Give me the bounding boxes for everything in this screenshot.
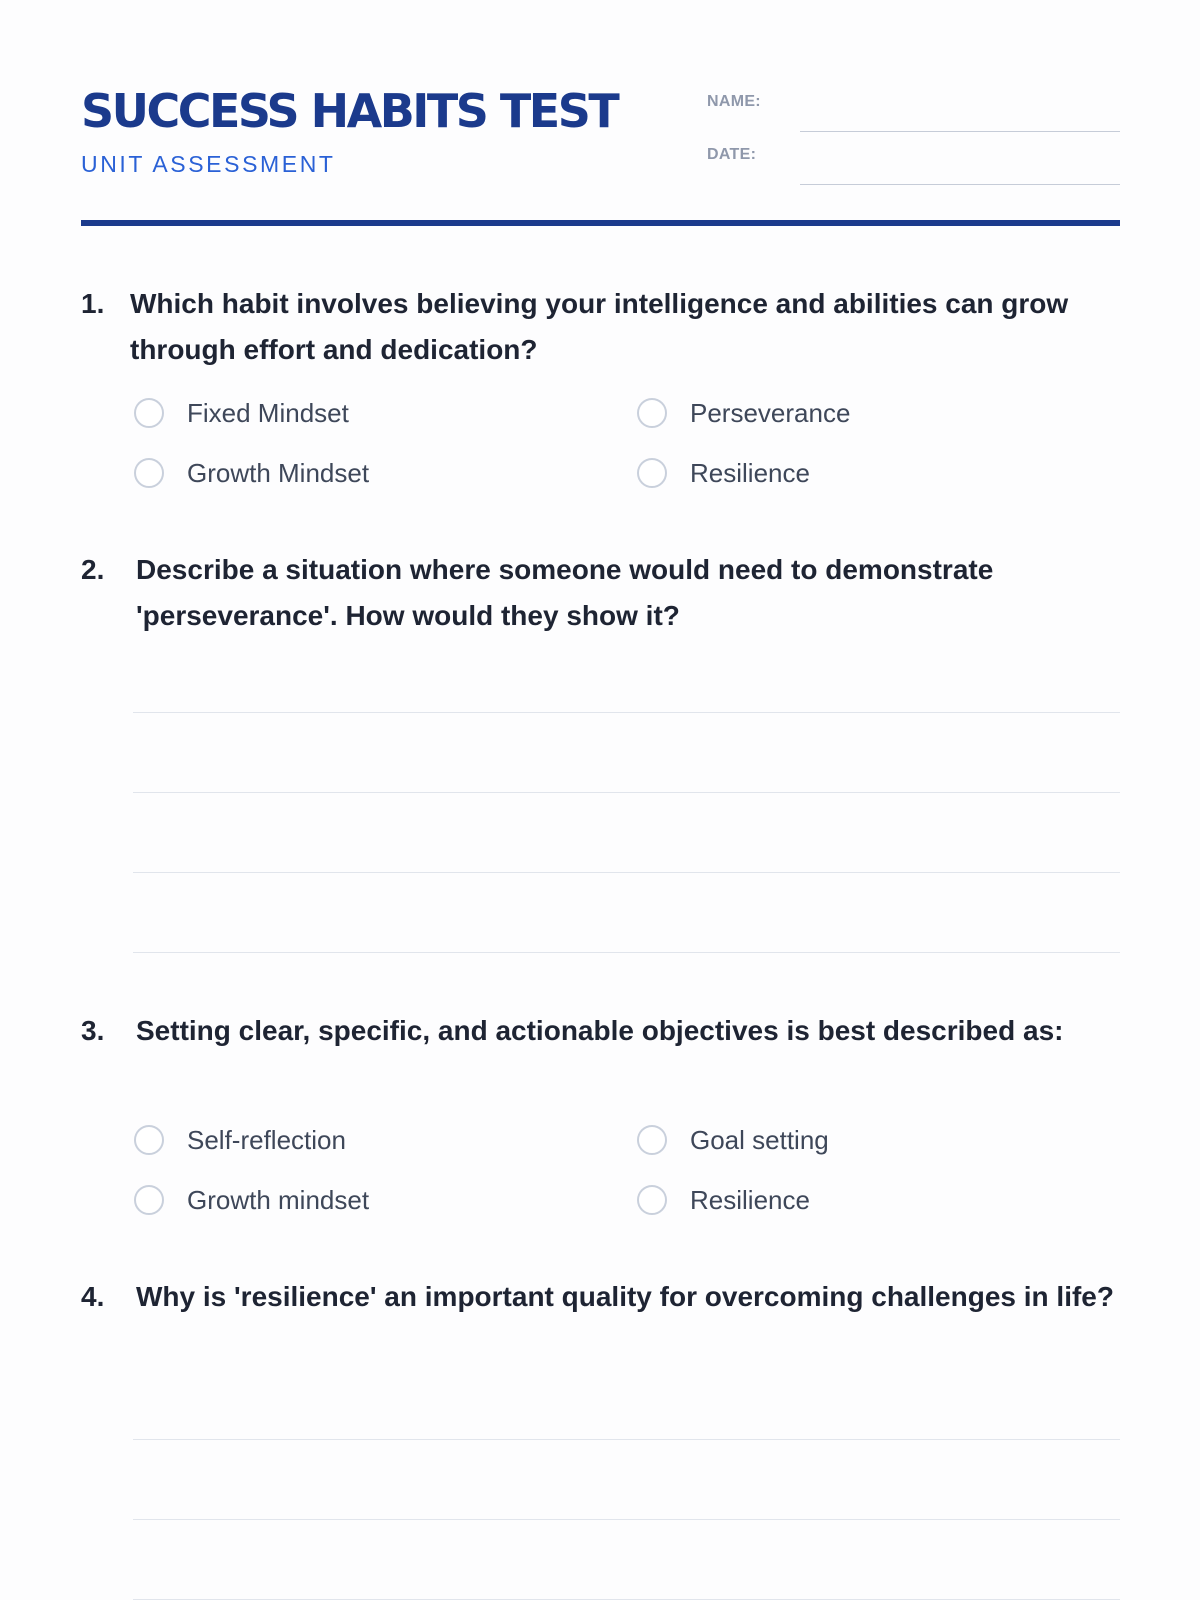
radio-button[interactable] [637,458,667,488]
name-field[interactable] [707,92,1120,132]
date-label: DATE: [707,146,757,163]
question-number: 4. [81,1281,105,1312]
question-1 [81,281,1120,491]
radio-button[interactable] [637,398,667,428]
answer-line[interactable] [133,1439,1120,1440]
name-label: NAME: [707,93,761,110]
header-divider [81,220,1120,226]
question-text: Why is 'resilience' an important quality for overcoming challenges in life? [136,1281,1114,1312]
option-label: Goal setting [690,1125,829,1155]
radio-button[interactable] [637,1125,667,1155]
radio-button[interactable] [134,1185,164,1215]
worksheet-subtitle: UNIT ASSESSMENT [81,151,336,177]
question-text: Setting clear, specific, and actionable objectives is best described as: [136,1015,1064,1046]
answer-line[interactable] [133,712,1120,713]
worksheet-title: SUCCESS HABITS TEST [81,84,618,138]
question-number: 1. [81,288,105,319]
radio-button[interactable] [134,1125,164,1155]
question-text: Describe a situation where someone would need to demonstrate 'perseverance'. How would they show it? [136,554,994,631]
question-3 [81,1008,1120,1218]
option-label: Fixed Mindset [187,398,349,428]
answer-line[interactable] [133,1519,1120,1520]
answer-line[interactable] [133,872,1120,873]
radio-button[interactable] [637,1185,667,1215]
worksheet-header [81,80,1120,230]
answer-line[interactable] [133,952,1120,953]
question-number: 3. [81,1015,105,1046]
name-line[interactable] [800,131,1120,132]
question-text: Which habit involves believing your intelligence and abilities can grow through effort and dedication? [130,288,1069,365]
option-label: Perseverance [690,398,851,428]
answer-line[interactable] [133,792,1120,793]
option-label: Resilience [690,458,810,488]
option-label: Growth mindset [187,1185,370,1215]
date-line[interactable] [800,184,1120,185]
option-label: Growth Mindset [187,458,370,488]
option-label: Resilience [690,1185,810,1215]
date-field[interactable] [707,145,1120,185]
question-2 [81,547,1120,957]
worksheet-page [81,0,1120,1600]
question-number: 2. [81,554,105,585]
radio-button[interactable] [134,398,164,428]
radio-button[interactable] [134,458,164,488]
option-label: Self-reflection [187,1125,346,1155]
question-4 [81,1274,1120,1600]
